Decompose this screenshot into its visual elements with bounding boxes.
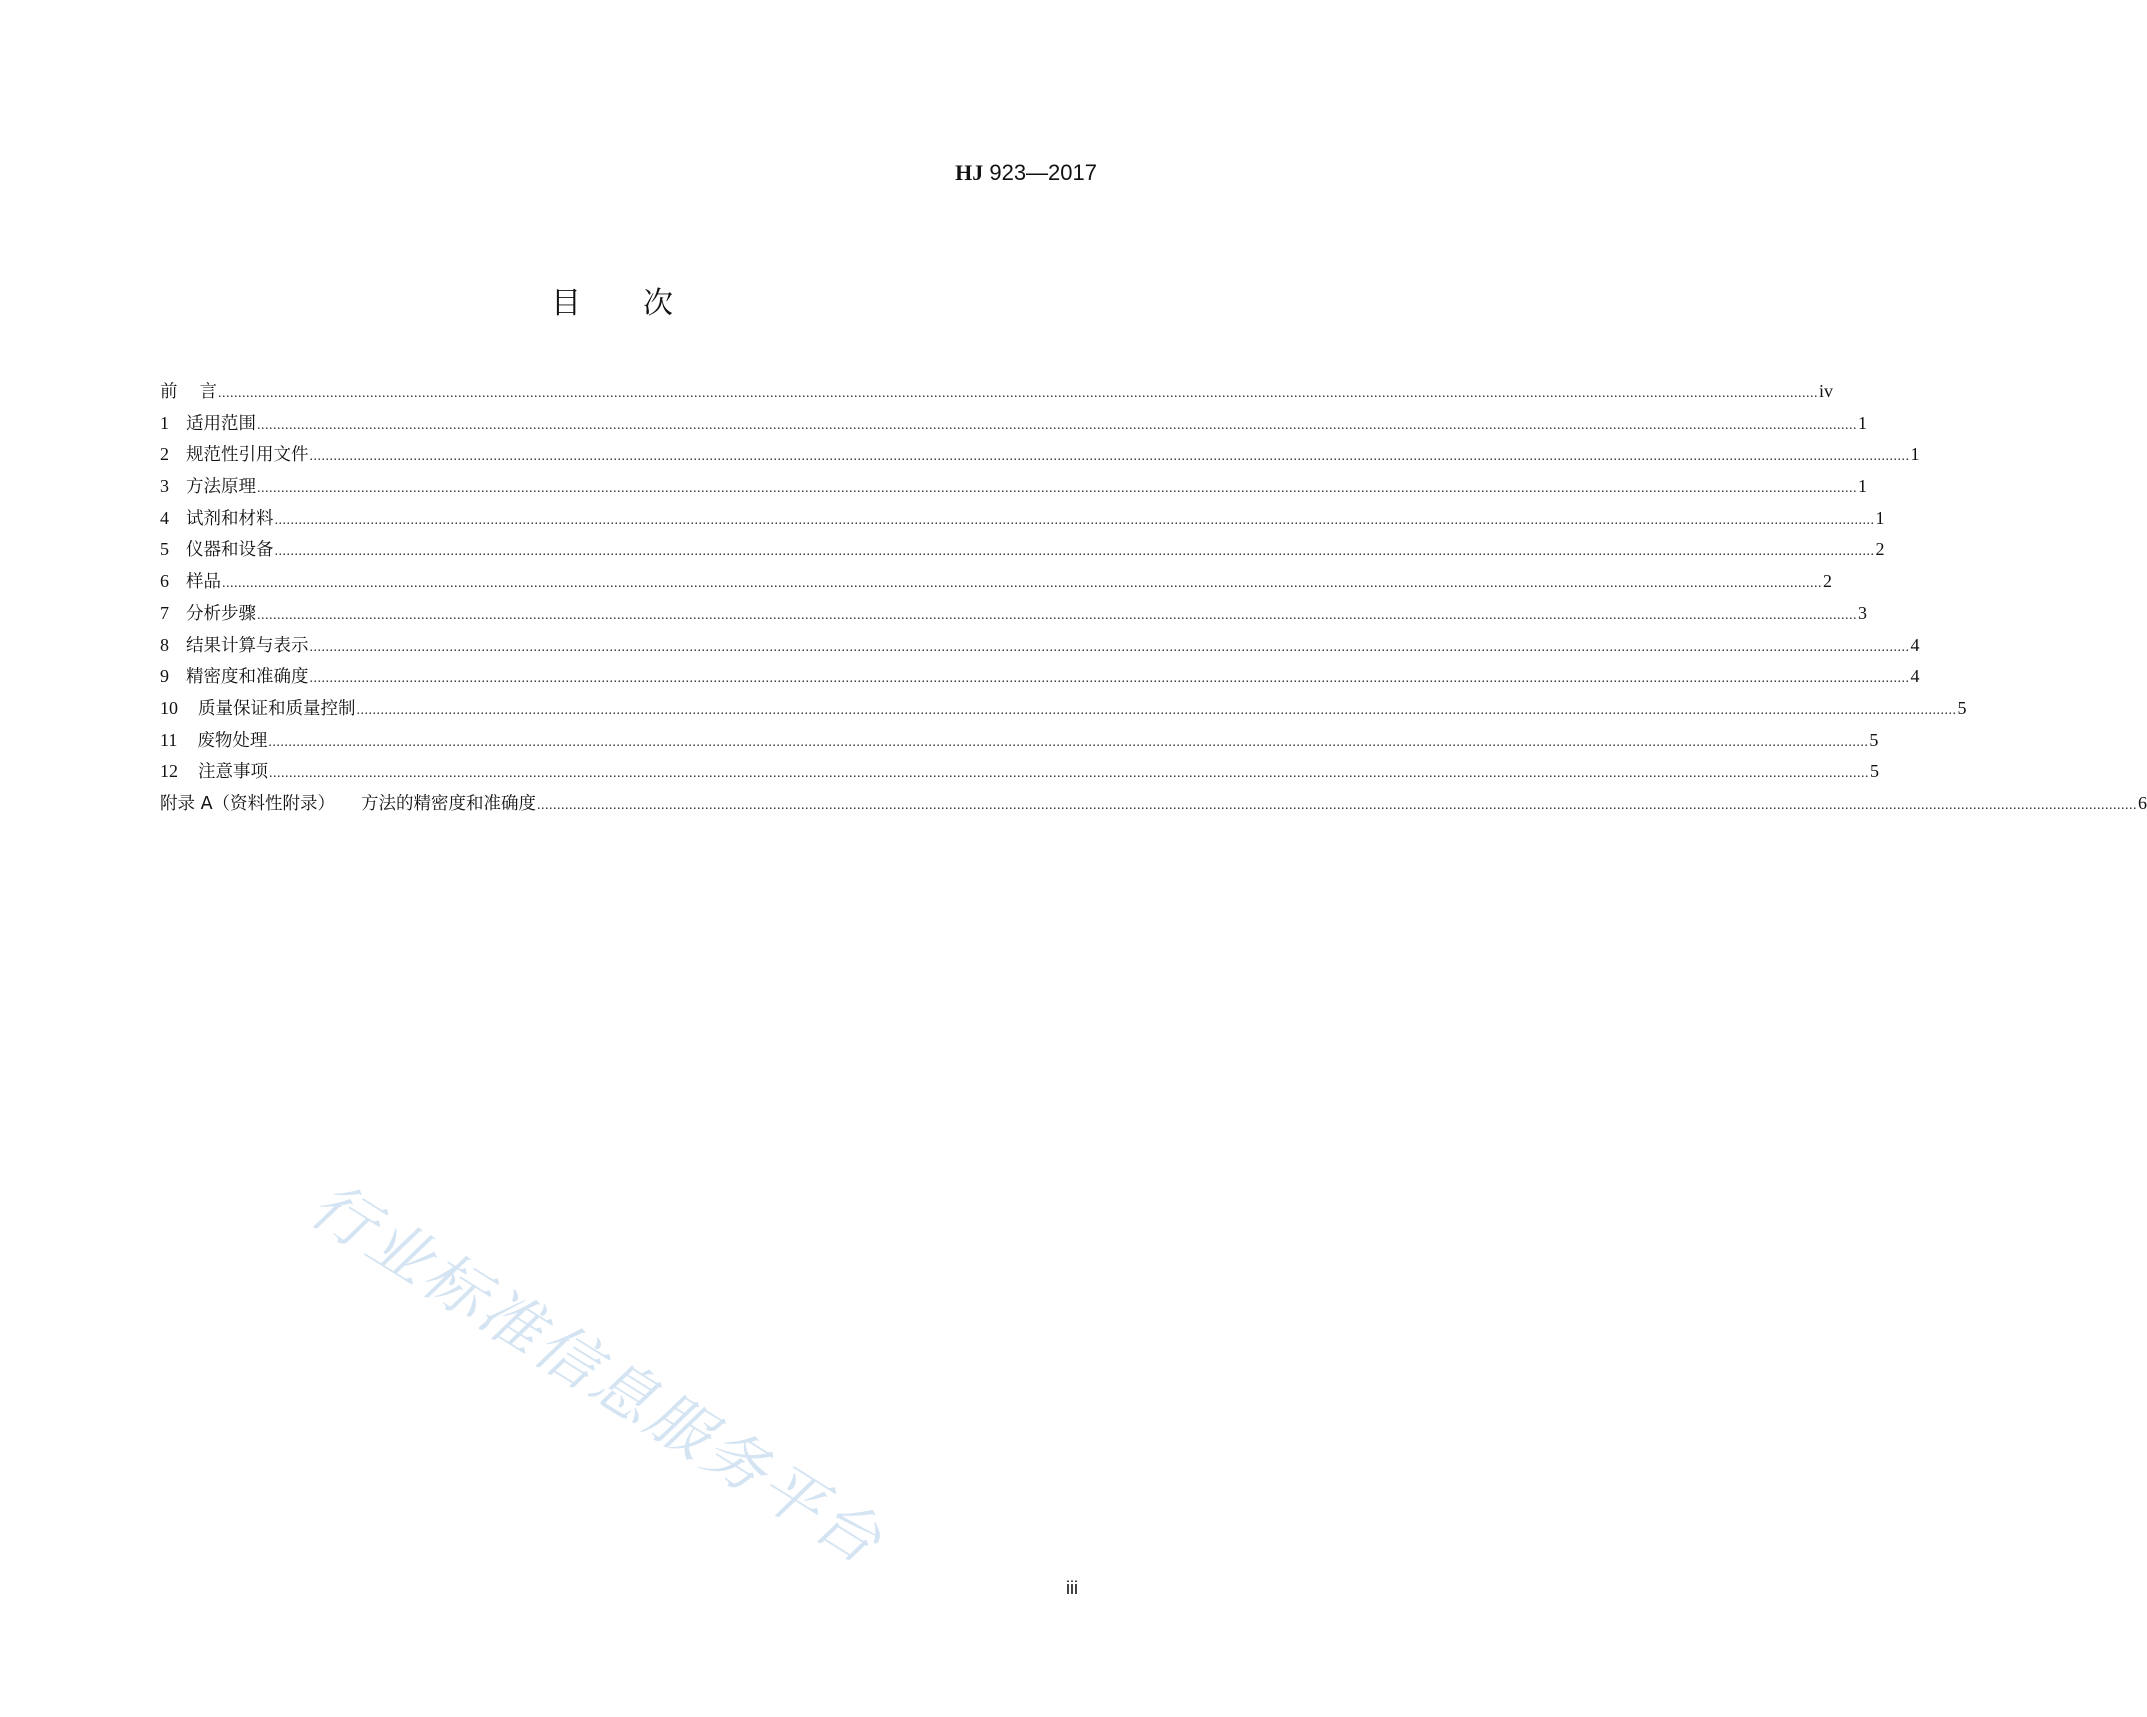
toc-leader-dots: ................................................................................................................................................................................................................................................................................................................................................................................................................ [222, 576, 1822, 592]
toc-entry[interactable] [160, 788, 2147, 820]
toc-entry[interactable] [160, 471, 1867, 503]
toc-entry-page: 1 [1858, 476, 1867, 497]
toc-leader-dots: ................................................................................................................................................................................................................................................................................................................................................................................................................ [274, 512, 1875, 528]
toc-entry-number: 6 [160, 571, 169, 592]
toc-entry-title: 方法的精密度和准确度 [361, 793, 537, 814]
toc-entry-title: 规范性引用文件 [186, 445, 309, 466]
toc-entry-label [160, 471, 256, 504]
toc-entry-number: 3 [160, 476, 169, 497]
toc-entry-number: 前 [160, 382, 178, 402]
toc-entry-title: 精密度和准确度 [186, 667, 309, 688]
toc-leader-dots: ................................................................................................................................................................................................................................................................................................................................................................................................................ [356, 702, 1957, 718]
toc-entry-number: 4 [160, 507, 169, 528]
toc-entry-number: 附录 A（资料性附录） [160, 793, 336, 814]
toc-entry-page: 4 [1910, 666, 1920, 687]
standard-code-number: 923—2017 [983, 160, 1097, 185]
toc-entry-label [160, 693, 356, 726]
toc-entry-title: 废物处理 [197, 730, 268, 751]
toc-entry-number: 5 [160, 539, 169, 560]
toc-leader-dots: ................................................................................................................................................................................................................................................................................................................................................................................................................ [309, 671, 1910, 687]
toc-entry-page: 5 [1870, 761, 1879, 782]
toc-entry-page: 5 [1957, 697, 1967, 718]
toc-entry[interactable] [160, 598, 1867, 630]
standard-code-prefix: HJ [955, 160, 984, 185]
toc-entry[interactable] [160, 630, 1920, 662]
toc-leader-dots: ................................................................................................................................................................................................................................................................................................................................................................................................................ [257, 417, 1857, 433]
toc-leader-dots: ................................................................................................................................................................................................................................................................................................................................................................................................................ [218, 386, 1818, 401]
toc-entry-label [160, 439, 309, 472]
toc-entry-label [160, 725, 267, 758]
toc-entry-label [160, 756, 268, 789]
page-title: 目次 [551, 286, 735, 321]
toc-entry[interactable] [160, 439, 1920, 471]
toc-leader-dots: ................................................................................................................................................................................................................................................................................................................................................................................................................ [537, 797, 2138, 813]
toc-entry-title: 仪器和设备 [186, 540, 274, 561]
toc-entry[interactable] [160, 566, 1832, 598]
toc-leader-dots: ................................................................................................................................................................................................................................................................................................................................................................................................................ [309, 639, 1910, 655]
table-of-contents [160, 376, 2147, 820]
toc-entry-title: 言 [199, 382, 217, 402]
toc-entry-title: 试剂和材料 [186, 508, 274, 529]
standard-code [955, 160, 1097, 186]
toc-leader-dots: ................................................................................................................................................................................................................................................................................................................................................................................................................ [268, 734, 1869, 750]
toc-entry-title: 方法原理 [186, 477, 256, 498]
toc-leader-dots: ................................................................................................................................................................................................................................................................................................................................................................................................................ [309, 449, 1910, 465]
toc-entry[interactable] [160, 534, 1885, 566]
page-number: iii [1066, 1578, 1078, 1598]
toc-entry[interactable] [160, 376, 1834, 408]
toc-entry-number: 7 [160, 602, 169, 623]
toc-entry-page: 2 [1823, 571, 1832, 592]
toc-entry-label [160, 534, 274, 567]
toc-entry-label [160, 630, 309, 663]
toc-entry[interactable] [160, 503, 1885, 535]
toc-entry-label [160, 566, 221, 599]
toc-entry-page: 1 [1910, 444, 1920, 465]
toc-leader-dots: ................................................................................................................................................................................................................................................................................................................................................................................................................ [257, 481, 1857, 497]
toc-entry-label [160, 661, 309, 694]
toc-entry-label [160, 788, 536, 821]
toc-entry-number: 10 [160, 697, 178, 718]
toc-entry-page: 5 [1869, 729, 1879, 750]
toc-entry-number: 12 [160, 761, 178, 782]
toc-leader-dots: ................................................................................................................................................................................................................................................................................................................................................................................................................ [257, 607, 1857, 623]
toc-entry[interactable] [160, 725, 1879, 757]
toc-entry[interactable] [160, 693, 1967, 725]
toc-entry-number: 11 [160, 729, 178, 750]
toc-entry-label [160, 376, 217, 409]
toc-entry-title: 质量保证和质量控制 [198, 698, 356, 719]
toc-entry[interactable] [160, 661, 1920, 693]
toc-entry-number: 9 [160, 666, 169, 687]
toc-entry-page: 3 [1858, 602, 1867, 623]
toc-entry-page: 4 [1910, 634, 1920, 655]
toc-entry-page: iv [1819, 381, 1834, 401]
toc-entry-label [160, 503, 274, 536]
toc-entry-page: 2 [1875, 539, 1885, 560]
toc-entry-number: 8 [160, 634, 169, 655]
toc-leader-dots: ................................................................................................................................................................................................................................................................................................................................................................................................................ [269, 766, 1869, 782]
toc-entry-label [160, 408, 256, 441]
toc-entry-page: 1 [1858, 412, 1867, 433]
watermark: 行业标准信息服务平台 [298, 1167, 897, 1580]
toc-entry-label [160, 598, 256, 631]
toc-entry-title: 注意事项 [198, 762, 268, 783]
toc-entry-number: 2 [160, 444, 169, 465]
toc-entry-number: 1 [160, 412, 169, 433]
toc-entry[interactable] [160, 756, 1879, 788]
toc-entry-page: 1 [1875, 507, 1885, 528]
toc-leader-dots: ................................................................................................................................................................................................................................................................................................................................................................................................................ [274, 544, 1875, 560]
toc-entry-title: 结果计算与表示 [186, 635, 309, 656]
toc-entry-page: 6 [2138, 792, 2147, 813]
toc-entry-title: 适用范围 [186, 413, 256, 434]
toc-entry-title: 分析步骤 [186, 603, 256, 624]
toc-entry-title: 样品 [186, 572, 221, 593]
toc-entry[interactable] [160, 408, 1867, 440]
